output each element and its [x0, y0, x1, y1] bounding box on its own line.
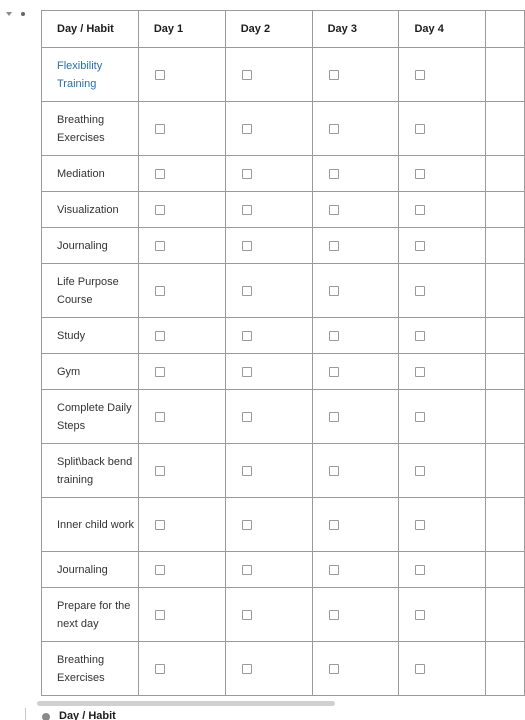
day-1-cell	[138, 318, 225, 354]
day-3-cell	[312, 588, 399, 642]
habit-cell[interactable]: Breathing Exercises	[42, 642, 139, 696]
checkbox-icon[interactable]	[155, 241, 165, 251]
day-2-cell	[225, 48, 312, 102]
day-2-cell	[225, 318, 312, 354]
header-day-5-partial[interactable]	[486, 11, 525, 48]
checkbox-icon[interactable]	[415, 367, 425, 377]
day-4-cell	[399, 192, 486, 228]
day-4-cell	[399, 48, 486, 102]
table-row	[42, 192, 525, 228]
checkbox-icon[interactable]	[155, 205, 165, 215]
habit-cell[interactable]: Journaling	[42, 552, 139, 588]
checkbox-icon[interactable]	[242, 205, 252, 215]
checkbox-icon[interactable]	[155, 367, 165, 377]
checkbox-icon[interactable]	[242, 70, 252, 80]
checkbox-icon[interactable]	[415, 331, 425, 341]
checkbox-icon[interactable]	[329, 520, 339, 530]
outline-bullet-icon[interactable]	[21, 12, 25, 16]
collapse-toggle-icon[interactable]	[6, 12, 12, 16]
day-3-cell	[312, 552, 399, 588]
checkbox-icon[interactable]	[415, 412, 425, 422]
day-4-cell	[399, 552, 486, 588]
checkbox-icon[interactable]	[242, 169, 252, 179]
checkbox-icon[interactable]	[329, 664, 339, 674]
day-5-cell-partial	[486, 48, 525, 102]
day-1-cell	[138, 498, 225, 552]
day-2-cell	[225, 498, 312, 552]
day-4-cell	[399, 498, 486, 552]
checkbox-icon[interactable]	[242, 124, 252, 134]
checkbox-icon[interactable]	[329, 331, 339, 341]
checkbox-icon[interactable]	[329, 241, 339, 251]
checkbox-icon[interactable]	[242, 412, 252, 422]
table-row	[42, 390, 525, 444]
header-day-2[interactable]: Day 2	[225, 11, 312, 48]
outline-guide-line	[25, 708, 26, 720]
day-4-cell	[399, 102, 486, 156]
table-row	[42, 228, 525, 264]
checkbox-icon[interactable]	[242, 331, 252, 341]
table-row	[42, 264, 525, 318]
habit-cell[interactable]: Visualization	[42, 192, 139, 228]
habit-cell[interactable]: Journaling	[42, 228, 139, 264]
day-5-cell-partial	[486, 354, 525, 390]
habit-cell[interactable]: Mediation	[42, 156, 139, 192]
day-1-cell	[138, 156, 225, 192]
checkbox-icon[interactable]	[155, 664, 165, 674]
checkbox-icon[interactable]	[415, 466, 425, 476]
table-row	[42, 318, 525, 354]
day-5-cell-partial	[486, 102, 525, 156]
day-3-cell	[312, 228, 399, 264]
habit-cell[interactable]: Life Purpose Course	[42, 264, 139, 318]
habit-cell[interactable]: Breathing Exercises	[42, 102, 139, 156]
day-3-cell	[312, 102, 399, 156]
day-2-cell	[225, 102, 312, 156]
checkbox-icon[interactable]	[242, 466, 252, 476]
header-day-1[interactable]: Day 1	[138, 11, 225, 48]
next-block-bullet-icon[interactable]	[42, 713, 50, 720]
day-1-cell	[138, 354, 225, 390]
checkbox-icon[interactable]	[155, 331, 165, 341]
habit-cell[interactable]: Complete Daily Steps	[42, 390, 139, 444]
checkbox-icon[interactable]	[329, 367, 339, 377]
table-header-row	[42, 11, 525, 48]
checkbox-icon[interactable]	[155, 466, 165, 476]
header-day-habit[interactable]: Day / Habit	[42, 11, 139, 48]
checkbox-icon[interactable]	[329, 124, 339, 134]
table-row	[42, 642, 525, 696]
day-1-cell	[138, 642, 225, 696]
table-row	[42, 588, 525, 642]
day-2-cell	[225, 588, 312, 642]
checkbox-icon[interactable]	[415, 124, 425, 134]
checkbox-icon[interactable]	[415, 664, 425, 674]
checkbox-icon[interactable]	[155, 565, 165, 575]
checkbox-icon[interactable]	[415, 286, 425, 296]
day-5-cell-partial	[486, 390, 525, 444]
checkbox-icon[interactable]	[415, 610, 425, 620]
checkbox-icon[interactable]	[242, 286, 252, 296]
day-5-cell-partial	[486, 318, 525, 354]
table-row	[42, 102, 525, 156]
habit-cell[interactable]: Prepare for the next day	[42, 588, 139, 642]
day-4-cell	[399, 318, 486, 354]
table-row	[42, 156, 525, 192]
day-2-cell	[225, 264, 312, 318]
checkbox-icon[interactable]	[155, 520, 165, 530]
habit-cell[interactable]: Inner child work	[42, 498, 139, 552]
day-1-cell	[138, 552, 225, 588]
checkbox-icon[interactable]	[155, 169, 165, 179]
checkbox-icon[interactable]	[329, 70, 339, 80]
day-5-cell-partial	[486, 552, 525, 588]
checkbox-icon[interactable]	[415, 565, 425, 575]
day-2-cell	[225, 552, 312, 588]
day-1-cell	[138, 390, 225, 444]
table-row	[42, 444, 525, 498]
horizontal-scrollbar[interactable]	[37, 701, 335, 706]
table-row	[42, 354, 525, 390]
checkbox-icon[interactable]	[155, 412, 165, 422]
day-3-cell	[312, 318, 399, 354]
day-4-cell	[399, 390, 486, 444]
day-2-cell	[225, 192, 312, 228]
habit-tracker-table	[41, 10, 525, 696]
checkbox-icon[interactable]	[329, 466, 339, 476]
day-4-cell	[399, 156, 486, 192]
checkbox-icon[interactable]	[242, 565, 252, 575]
checkbox-icon[interactable]	[242, 610, 252, 620]
checkbox-icon[interactable]	[329, 412, 339, 422]
table-row	[42, 498, 525, 552]
header-day-3[interactable]: Day 3	[312, 11, 399, 48]
day-1-cell	[138, 228, 225, 264]
header-day-4[interactable]: Day 4	[399, 11, 486, 48]
day-4-cell	[399, 588, 486, 642]
checkbox-icon[interactable]	[415, 205, 425, 215]
checkbox-icon[interactable]	[329, 610, 339, 620]
day-1-cell	[138, 192, 225, 228]
day-3-cell	[312, 48, 399, 102]
checkbox-icon[interactable]	[415, 169, 425, 179]
day-1-cell	[138, 588, 225, 642]
checkbox-icon[interactable]	[242, 367, 252, 377]
checkbox-icon[interactable]	[415, 70, 425, 80]
day-1-cell	[138, 264, 225, 318]
day-4-cell	[399, 354, 486, 390]
habit-cell[interactable]: Split\back bend training	[42, 444, 139, 498]
day-5-cell-partial	[486, 642, 525, 696]
day-1-cell	[138, 102, 225, 156]
day-4-cell	[399, 264, 486, 318]
day-3-cell	[312, 354, 399, 390]
table-row	[42, 552, 525, 588]
day-5-cell-partial	[486, 192, 525, 228]
habit-cell[interactable]: Study	[42, 318, 139, 354]
day-2-cell	[225, 642, 312, 696]
day-5-cell-partial	[486, 444, 525, 498]
day-1-cell	[138, 48, 225, 102]
day-3-cell	[312, 444, 399, 498]
checkbox-icon[interactable]	[242, 664, 252, 674]
checkbox-icon[interactable]	[329, 205, 339, 215]
checkbox-icon[interactable]	[329, 169, 339, 179]
day-2-cell	[225, 444, 312, 498]
checkbox-icon[interactable]	[329, 286, 339, 296]
day-4-cell	[399, 444, 486, 498]
day-3-cell	[312, 264, 399, 318]
day-5-cell-partial	[486, 264, 525, 318]
habit-link[interactable]: Flexibility Training	[42, 48, 139, 102]
day-2-cell	[225, 228, 312, 264]
checkbox-icon[interactable]	[155, 70, 165, 80]
checkbox-icon[interactable]	[155, 124, 165, 134]
checkbox-icon[interactable]	[155, 610, 165, 620]
habit-cell[interactable]: Gym	[42, 354, 139, 390]
checkbox-icon[interactable]	[242, 241, 252, 251]
day-2-cell	[225, 156, 312, 192]
checkbox-icon[interactable]	[415, 520, 425, 530]
day-5-cell-partial	[486, 588, 525, 642]
day-3-cell	[312, 390, 399, 444]
day-1-cell	[138, 444, 225, 498]
checkbox-icon[interactable]	[242, 520, 252, 530]
day-5-cell-partial	[486, 228, 525, 264]
day-5-cell-partial	[486, 498, 525, 552]
day-3-cell	[312, 498, 399, 552]
day-3-cell	[312, 642, 399, 696]
day-3-cell	[312, 156, 399, 192]
next-block-heading: Day / Habit	[59, 710, 116, 720]
table-row	[42, 48, 525, 102]
day-3-cell	[312, 192, 399, 228]
checkbox-icon[interactable]	[155, 286, 165, 296]
day-2-cell	[225, 354, 312, 390]
checkbox-icon[interactable]	[415, 241, 425, 251]
checkbox-icon[interactable]	[329, 565, 339, 575]
day-2-cell	[225, 390, 312, 444]
day-4-cell	[399, 228, 486, 264]
day-4-cell	[399, 642, 486, 696]
day-5-cell-partial	[486, 156, 525, 192]
